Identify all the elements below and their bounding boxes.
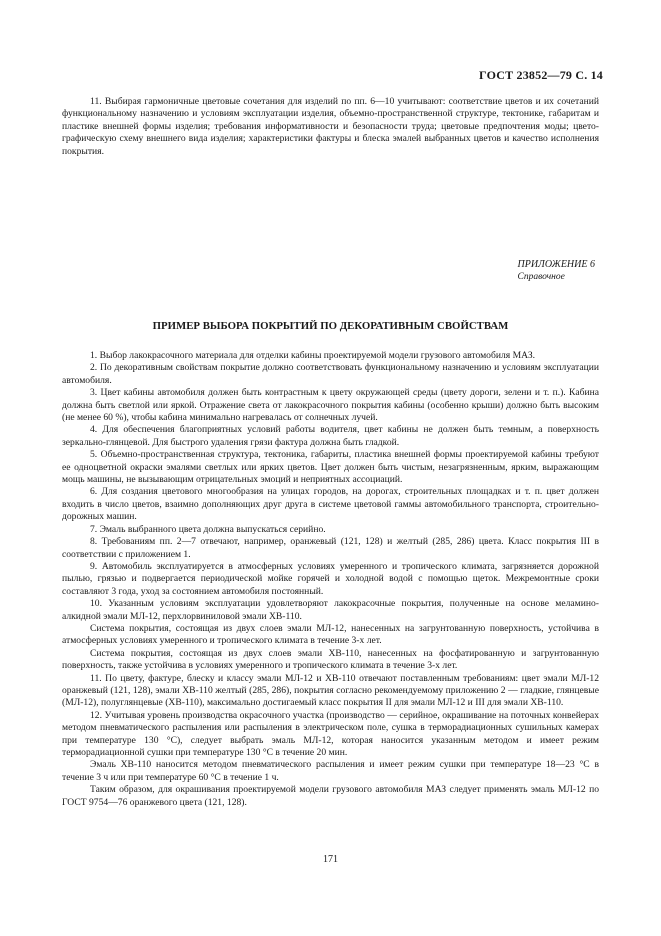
- paragraph: Система покрытия, состоящая из двух слоев эмали ХВ-110, нанесенных на фосфатированную и загрунтованную поверхность, также устойчива в условиях умеренного и тропического климата в течение 3-х лет.: [62, 647, 599, 672]
- paragraph: 9. Автомобиль эксплуатируется в атмосферных условиях умеренного и тропического климата, загрязняется дорожной пылью, грязью и подвергается периодической мойке горячей и холодной водой с помощью щеток. Межремонтные сроки составляют 3 года, уход за состоянием автомобиля постоянный.: [62, 560, 599, 597]
- standard-header: ГОСТ 23852—79 С. 14: [479, 68, 603, 82]
- paragraph: 10. Указанным условиям эксплуатации удовлетворяют лакокрасочные покрытия, полученные на основе меламино-алкидной эмали МЛ-12, перхлорвиниловой эмали ХВ-110.: [62, 598, 599, 622]
- paragraph: 12. Учитывая уровень производства окрасочного участка (производство — серийное, окрашивание на поточных конвейерах методом пневматического распыления или распыления в электрическом поле, сушка в терморадиационных сушильных камерах при температуре 130 °С), следует выбрать эмаль МЛ-12, которая наносится указанным методом и имеет режим терморадиационной сушки при температуре 130 °С в течение 20 мин.: [62, 709, 599, 758]
- paragraph: Эмаль ХВ-110 наносится методом пневматического распыления и имеет режим сушки при температуре 18—23 °С в течение 3 ч или при температуре 60 °С в течение 1 ч.: [62, 759, 599, 783]
- intro-section: [62, 96, 599, 158]
- paragraph: Таким образом, для окрашивания проектируемой модели грузового автомобиля МАЗ следует применять эмаль МЛ-12 по ГОСТ 9754—76 оранжевого цвета (121, 128).: [62, 784, 599, 808]
- paragraph: Система покрытия, состоящая из двух слоев эмали МЛ-12, нанесенных на загрунтованную поверхность, устойчива в атмосферных условиях умеренного и тропического климата в течение 3-х лет.: [62, 622, 599, 647]
- paragraph: 8. Требованиям пп. 2—7 отвечают, например, оранжевый (121, 128) и желтый (285, 286) цвета. Класс покрытия III в соответствии с приложением 1.: [62, 536, 599, 560]
- paragraph: 6. Для создания цветового многообразия на улицах городов, на дорогах, строительных площадках и т. п. цвет должен входить в число цветов, взаимно дополняющих друг друга в системе цветовой гаммы автомобильного транспорта, строительно-дорожных машин.: [62, 486, 599, 523]
- appendix-type: Справочное: [517, 272, 565, 282]
- paragraph: 3. Цвет кабины автомобиля должен быть контрастным к цвету окружающей среды (цвету дороги, зелени и т. п.). Кабина должна быть светлой или яркой. Отражение света от лакокрасочного покрытия кабины (особенно крыши) должно быть высоким (не менее 60 %), чтобы кабина минимально нагревалась от солнечных лучей.: [62, 387, 599, 424]
- paragraph: 11. По цвету, фактуре, блеску и классу эмали МЛ-12 и ХВ-110 отвечают поставленным требованиям: цвет эмали МЛ-12 оранжевый (121, 128), эмали ХВ-110 желтый (285, 286), покрытия согласно рекомендуемому приложению 2 — гладкие, глянцевые (МЛ-12), полуглянцевые (ХВ-110), максимально достигаемый класс покрытия II для эмали МЛ-12 и III для эмали ХВ-110.: [62, 672, 599, 709]
- paragraph: 2. По декоративным свойствам покрытие должно соответствовать функциональному назначению и условиям эксплуатации автомобиля.: [62, 362, 599, 386]
- paragraph: 5. Объемно-пространственная структура, тектоника, габариты, пластика внешней формы проектируемой кабины требуют ее одноцветной окраски эмалями светлых или ярких цветов. Цвет должен быть чистым, незагрязненным, ярким, выражающим мощь машины, не вызывающим отрицательных эмоций и неприятных ассоциаций.: [62, 449, 599, 486]
- section-title: ПРИМЕР ВЫБОРА ПОКРЫТИЙ ПО ДЕКОРАТИВНЫМ СВОЙСТВАМ: [152, 320, 509, 332]
- appendix-label-block: [518, 258, 596, 284]
- page-number: 171: [323, 854, 338, 865]
- appendix-label: ПРИЛОЖЕНИЕ 6: [517, 259, 595, 270]
- paragraph: 4. Для обеспечения благоприятных условий работы водителя, цвет кабины не должен быть темным, а поверхность зеркально-глянцевой. Для быстрого удаления грязи фактура должна быть гладкой.: [62, 424, 599, 448]
- paragraph: 1. Выбор лакокрасочного материала для отделки кабины проектируемой модели грузового автомобиля МАЗ.: [90, 350, 536, 361]
- section-body: [62, 350, 599, 809]
- intro-paragraph: 11. Выбирая гармоничные цветовые сочетания для изделий по пп. 6—10 учитывают: соответствие цветов и их сочетаний функциональному назначению и условиям эксплуатации изделия, объемно-пространственной структуре, тектонике, габаритам и пластике внешней формы изделия; требования информативности и безопасности труда; цветовые предпочтения моды; цвето-графическую схему внешнего вида изделия; характеристики фактуры и блеска эмалей выбранных цветов и качество исполнения покрытия.: [62, 96, 599, 157]
- paragraph: 7. Эмаль выбранного цвета должна выпускаться серийно.: [90, 523, 326, 535]
